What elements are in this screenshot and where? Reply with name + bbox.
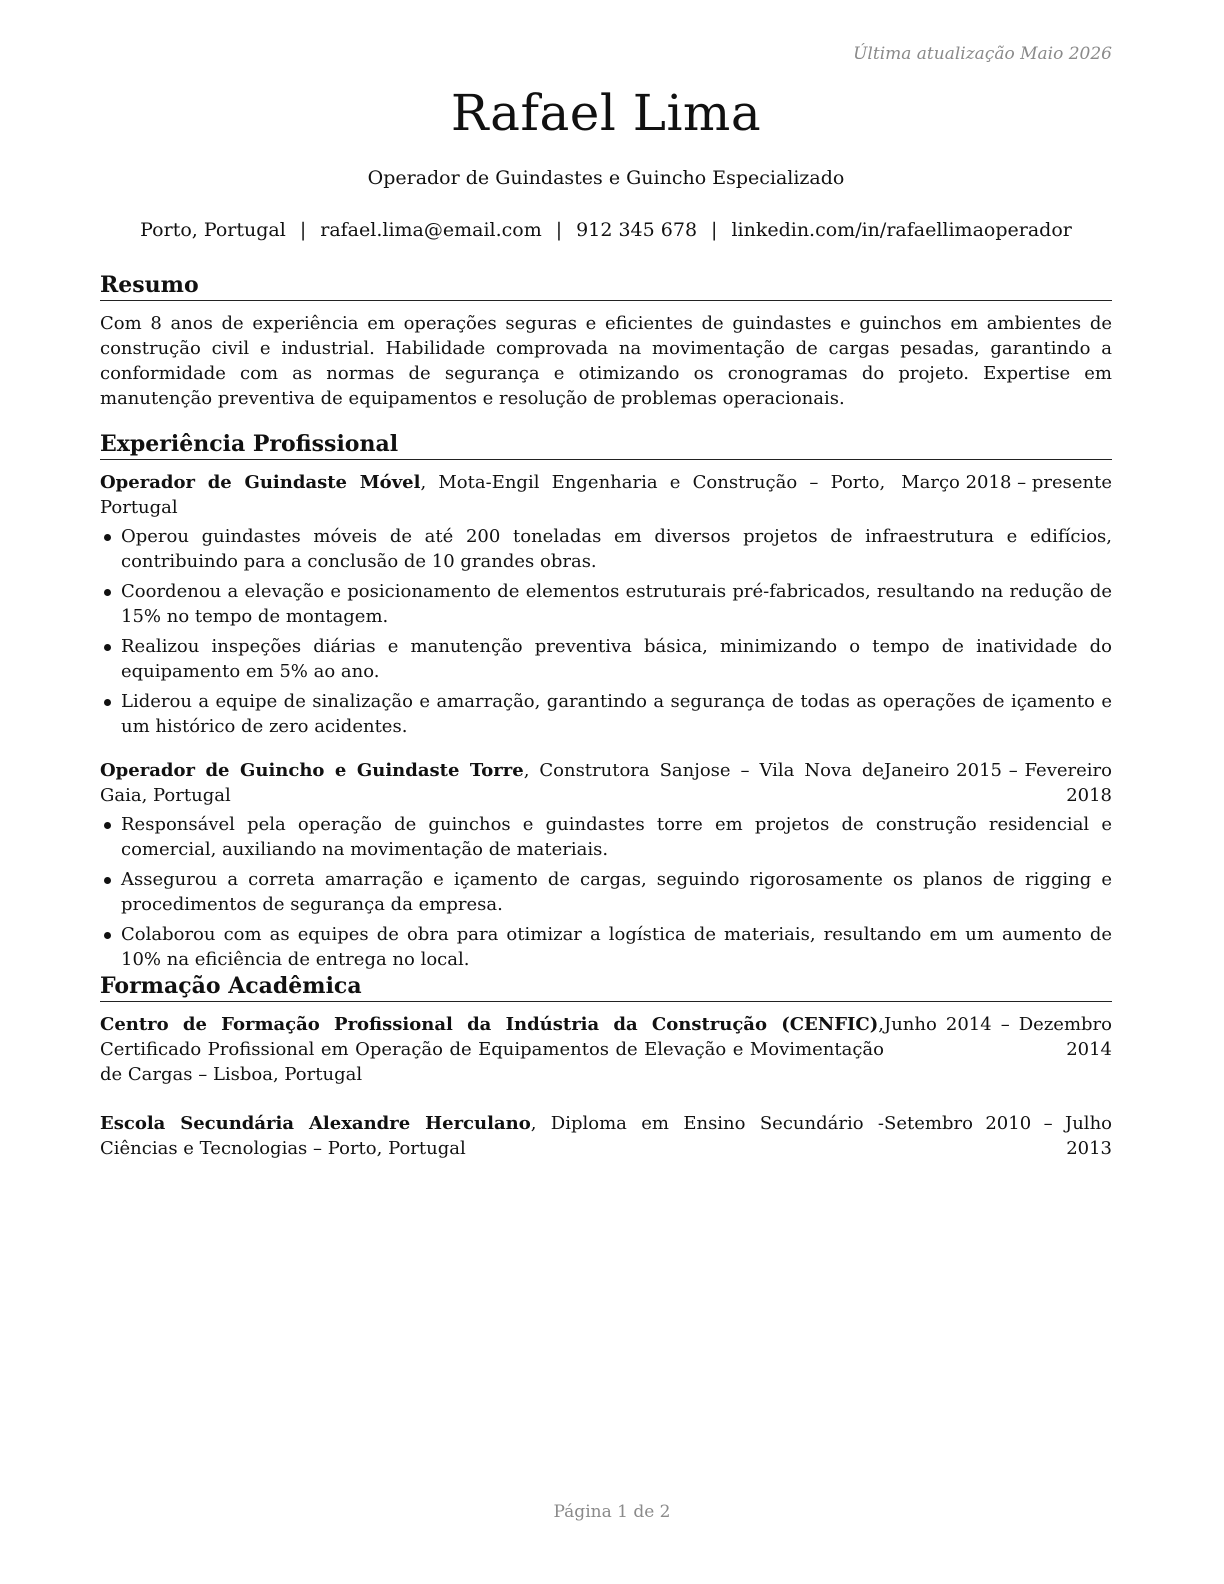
contact-separator: | bbox=[299, 219, 307, 241]
education-section bbox=[100, 972, 1112, 1161]
job-company: , Mota-Engil Engenharia e Construção – Porto, Portugal bbox=[100, 472, 886, 518]
education-institution: Escola Secundária Alexandre Herculano bbox=[100, 1113, 531, 1134]
education-title-line bbox=[100, 1111, 884, 1161]
education-dates: Junho 2014 – Dezembro 2014 bbox=[884, 1014, 1112, 1060]
education-entry bbox=[100, 1012, 1112, 1087]
list-item: Liderou a equipe de sinalização e amarração, garantindo a segurança de todas as operações de içamento e um histórico de zero acidentes. bbox=[100, 689, 1112, 739]
contact-phone: 912 345 678 bbox=[576, 219, 698, 241]
job-role: Operador de Guincho e Guindaste Torre bbox=[100, 760, 524, 781]
contact-line bbox=[100, 219, 1112, 241]
list-item: Coordenou a elevação e posicionamento de elementos estruturais pré-fabricados, resultando na redução de 15% no tempo de montagem. bbox=[100, 579, 1112, 629]
job-entry bbox=[100, 758, 1112, 972]
education-header bbox=[100, 1111, 1112, 1161]
education-title-line bbox=[100, 1012, 884, 1087]
job-role: Operador de Guindaste Móvel bbox=[100, 472, 421, 493]
experience-section bbox=[100, 430, 1112, 977]
job-dates: Janeiro 2015 – Fevereiro 2018 bbox=[884, 760, 1112, 806]
summary-section bbox=[100, 271, 1112, 411]
education-entry bbox=[100, 1111, 1112, 1161]
education-heading: Formação Acadêmica bbox=[100, 972, 1112, 1002]
summary-heading: Resumo bbox=[100, 271, 1112, 301]
contact-location: Porto, Portugal bbox=[140, 219, 286, 241]
job-title-line bbox=[100, 470, 885, 520]
experience-heading: Experiência Profissional bbox=[100, 430, 1112, 460]
job-company: , Construtora Sanjose – Vila Nova de Gaia, Portugal bbox=[100, 760, 884, 806]
job-header bbox=[100, 758, 1112, 808]
contact-separator: | bbox=[711, 219, 718, 241]
contact-email[interactable]: rafael.lima@email.com bbox=[320, 219, 542, 241]
job-title-line bbox=[100, 758, 884, 808]
education-details: , Diploma em Ensino Secundário - Ciências e Tecnologias – Porto, Portugal bbox=[100, 1113, 884, 1159]
education-dates: Setembro 2010 – Julho 2013 bbox=[884, 1113, 1112, 1159]
job-header bbox=[100, 470, 1112, 520]
last-updated: Última atualização Maio 2026 bbox=[853, 44, 1112, 64]
list-item: Colaborou com as equipes de obra para otimizar a logística de materiais, resultando em um aumento de 10% na eficiência de entrega no local. bbox=[100, 922, 1112, 972]
education-header bbox=[100, 1012, 1112, 1087]
list-item: Operou guindastes móveis de até 200 toneladas em diversos projetos de infraestrutura e edifícios, contribuindo para a conclusão de 10 grandes obras. bbox=[100, 524, 1112, 574]
page-number: Página 1 de 2 bbox=[553, 1502, 671, 1522]
candidate-name: Rafael Lima bbox=[450, 84, 762, 142]
list-item: Responsável pela operação de guinchos e guindastes torre em projetos de construção residencial e comercial, auxiliando na movimentação de materiais. bbox=[100, 812, 1112, 862]
contact-separator: | bbox=[555, 219, 563, 241]
list-item: Realizou inspeções diárias e manutenção preventiva básica, minimizando o tempo de inatividade do equipamento em 5% ao ano. bbox=[100, 634, 1112, 684]
job-bullets bbox=[100, 812, 1112, 972]
education-details: , Certificado Profissional em Operação de Equipamentos de Elevação e Movimentação de Cargas – Lisboa, Portugal bbox=[100, 1014, 884, 1085]
education-institution: Centro de Formação Profissional da Indústria da Construção (CENFIC) bbox=[100, 1014, 879, 1035]
job-bullets bbox=[100, 524, 1112, 739]
job-entry bbox=[100, 470, 1112, 739]
list-item: Assegurou a correta amarração e içamento de cargas, seguindo rigorosamente os planos de rigging e procedimentos de segurança da empresa. bbox=[100, 867, 1112, 917]
job-dates: Março 2018 – presente bbox=[901, 472, 1112, 493]
candidate-title: Operador de Guindastes e Guincho Especializado bbox=[367, 167, 845, 189]
contact-linkedin[interactable]: linkedin.com/in/rafaellimaoperador bbox=[731, 219, 1072, 241]
summary-text: Com 8 anos de experiência em operações seguras e eficientes de guindastes e guinchos em ambientes de construção civil e industrial. Habilidade comprovada na movimentação de cargas pesadas, garantindo a conformidade com as normas de segurança e otimizando os cronogramas do projeto. Expertise em manutenção preventiva de equipamentos e resolução de problemas operacionais. bbox=[100, 313, 1112, 409]
